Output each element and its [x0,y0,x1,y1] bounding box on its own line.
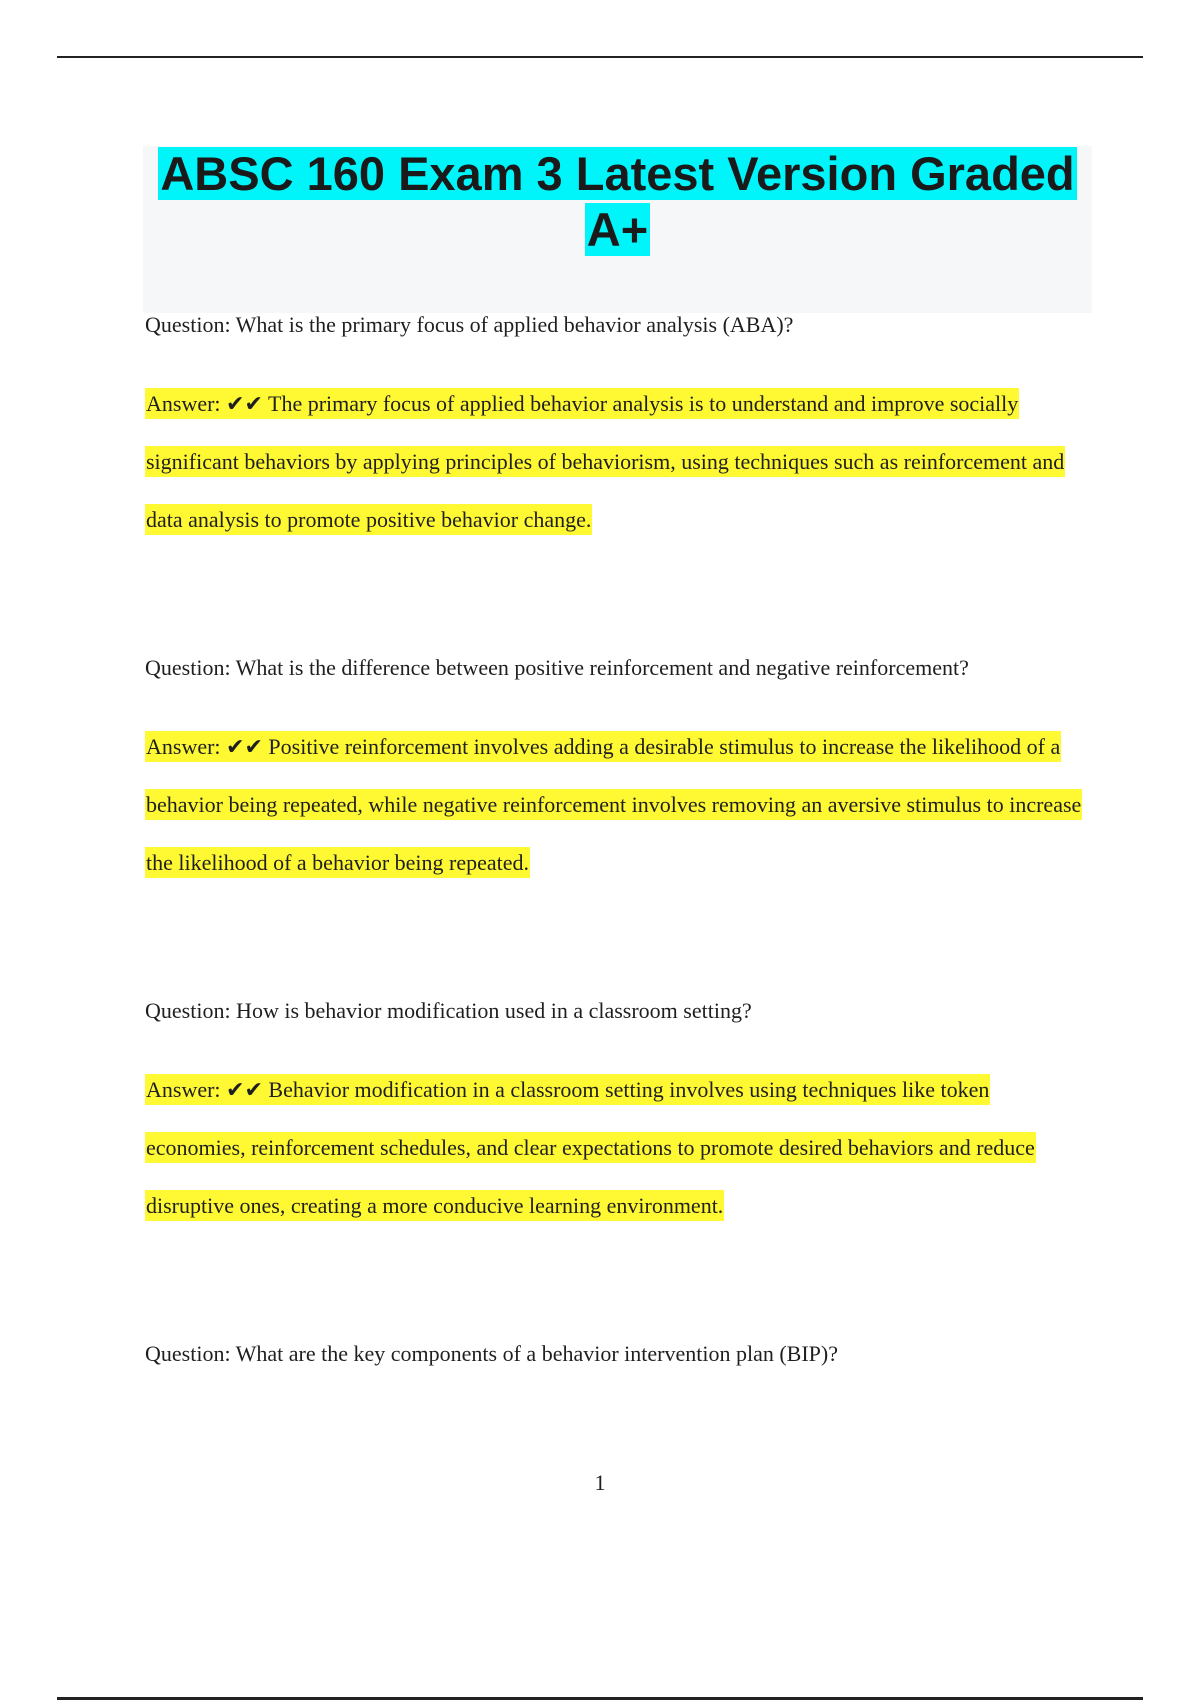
answer-highlight: Answer: ✔✔ The primary focus of applied behavior analysis is to understand and improve socially significant behaviors by applying principles of behaviorism, using techniques such as reinforcement and data analysis to promote positive behavior change. [145,388,1065,535]
qa-item [145,310,1085,549]
qa-item [145,996,1085,1235]
question-text: Question: What is the primary focus of applied behavior analysis (ABA)? [145,312,794,337]
top-rule [57,56,1143,58]
qa-item [145,1339,1085,1369]
qa-list [145,310,1085,1473]
page-number: 1 [594,1470,606,1495]
answer-text [145,1061,1085,1235]
document-title-text: ABSC 160 Exam 3 Latest Version Graded A+ [160,147,1075,256]
title-block [143,146,1092,313]
question-text: Question: What are the key components of a behavior intervention plan (BIP)? [145,1341,838,1366]
answer-highlight: Answer: ✔✔ Positive reinforcement involves adding a desirable stimulus to increase the likelihood of a behavior being repeated, while negative reinforcement involves removing an aversive stimulus to increase the likelihood of a behavior being repeated. [145,731,1082,878]
answer-highlight: Answer: ✔✔ Behavior modification in a classroom setting involves using techniques like token economies, reinforcement schedules, and clear expectations to promote desired behaviors and reduce disruptive ones, creating a more conducive learning environment. [145,1074,1036,1221]
question-text: Question: What is the difference between positive reinforcement and negative reinforcement? [145,655,969,680]
question-text: Question: How is behavior modification used in a classroom setting? [145,998,752,1023]
answer-text [145,718,1085,892]
document-title [143,146,1092,258]
answer-text [145,375,1085,549]
qa-item [145,653,1085,892]
